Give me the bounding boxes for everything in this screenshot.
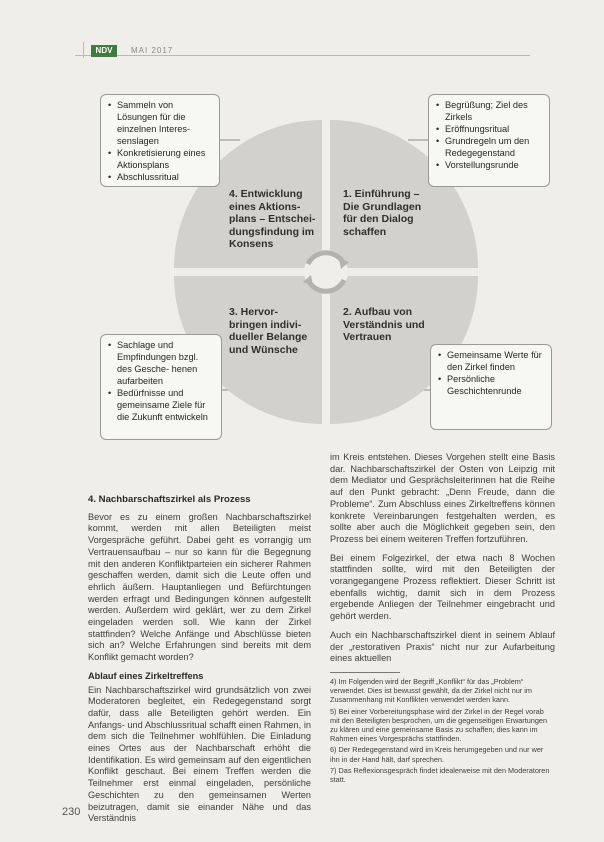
- footnote: 5) Bei einer Vorbereitungsphase wird der Zirkel in der Regel vorab mit den Beteiligten besprochen, um die gegenseitigen Erwartungen zu klären und eine gemeinsame Basis zu schaffen; dies kann im Rahmen eines Vorgesprächs stattfinden.: [330, 706, 548, 744]
- box-item: • Abschlussritual: [117, 171, 213, 183]
- box-item: • Eröffnungsritual: [445, 123, 543, 135]
- box-bottom-left: [100, 334, 222, 440]
- box-bottom-right: [430, 344, 552, 430]
- box-item: • Grundregeln um den Redegegenstand: [445, 135, 543, 159]
- process-diagram: [95, 90, 557, 445]
- box-item: • Sammeln von Lösungen für die einzelnen Interes- senslagen: [117, 99, 213, 147]
- page-number: 230: [62, 806, 81, 818]
- left-column: [88, 494, 311, 832]
- footnote: 7) Das Reflexionsgespräch findet idealerweise mit den Moderatoren statt.: [330, 765, 550, 784]
- box-item: • Vorstellungsrunde: [445, 159, 543, 171]
- box-item: • Begrüßung; Ziel des Zirkels: [445, 99, 543, 123]
- paragraph: Ein Nachbarschaftszirkel wird grundsätzlich von zwei Moderatoren begleitet, ein Redegegenstand sorgt dafür, dass alle Beteiligten gehört werden. Ein Anfangs- und Abschlussritual schafft einen Rahmen, in dem sich die Teilnehmer wohlfühlen. Die Einladung eines Ortes aus der Nachbarschaft erhöht die Identifikation. Es wird gemeinsam auf den eigentlichen Konflikt geschaut. Bei einem Treffen werden die Teilnehmer erst einmal eingeladen, persönliche Geschichten zu den gemeinsamen Werten beizutragen, damit sie einander Nähe und das Verständnis: [88, 684, 311, 824]
- header-rule: [75, 55, 530, 56]
- footnote-rule: [330, 672, 400, 673]
- box-item: • Persönliche Geschichtenrunde: [447, 373, 545, 397]
- paragraph: im Kreis entstehen. Dieses Vorgehen stellt eine Basis dar. Nachbarschaftszirkel der Osten von Leipzig mit dem Mediator und Gesprächsleiterinnen hat die Reihe auf den Punkt gebracht: „Denn Freude, dann die Probleme“. Zum Abschluss eines Zirkeltreffens können konkrete Vereinbarungen festgehalten werden, es sollte aber auch die Möglichkeit gegeben sein, den Prozess bei einem weiteren Treffen fortzuführen.: [330, 452, 555, 544]
- subheading: Ablauf eines Zirkeltreffens: [88, 670, 204, 681]
- paragraph: Bevor es zu einem großen Nachbarschaftszirkel kommt, werden mit allen Beteiligten meist Vorgespräche geführt. Dabei geht es vorrangig um Vertrauensaufbau – nur so kann für die Begegnung mit den anderen Konfliktparteien ein sicherer Rahmen geschaffen werden, damit sich die Leute offen und ehrlich äußern. Hauptanliegen und Befürchtungen werden erfragt und Bedingungen können aufgestellt werden. Außerdem wird geklärt, wer zu dem Zirkel eingeladen werden soll. Wie kann der Zirkel stattfinden? Welche Anfänge und Abschlüsse bieten sich an? Welche Erfahrungen sind bereits mit dem Konflikt gemacht worden?: [88, 511, 311, 663]
- box-item: • Gemeinsame Werte für den Zirkel finden: [447, 349, 545, 373]
- paragraph: Auch ein Nachbarschaftszirkel dient in seinem Ablauf der „restorativen Praxis“ nicht nur zur Aufarbeitung eines aktuellen: [330, 629, 555, 664]
- box-top-right: [428, 94, 550, 187]
- journal-badge: NDV: [91, 45, 117, 57]
- box-item: • Konkretisierung eines Aktionsplans: [117, 147, 213, 171]
- quadrant-3-label: 3. Hervor- bringen indivi- dueller Belange und Wünsche: [229, 306, 308, 356]
- box-item: • Bedürfnisse und gemeinsame Ziele für die Zukunft entwickeln: [117, 387, 215, 423]
- quadrant-2-label: 2. Aufbau von Verständnis und Vertrauen: [343, 306, 425, 343]
- section-heading: 4. Nachbarschaftszirkel als Prozess: [88, 494, 251, 505]
- paragraph: Bei einem Folgezirkel, der etwa nach 8 Wochen stattfinden sollte, wird mit den Beteiligten der vorangegangene Prozess reflektiert. Dieser Schritt ist ebenfalls wichtig, damit sich in dem Prozess ergebende Anliegen der Teilnehmer eingebracht und gehört werden.: [330, 552, 555, 622]
- box-top-left: [100, 94, 220, 187]
- right-column: [330, 452, 555, 786]
- issue-label: MAI 2017: [131, 46, 174, 55]
- quadrant-4-label: 4. Entwicklung eines Aktions- plans – Entschei- dungsfindung im Konsens: [229, 188, 316, 250]
- quadrant-1-label: 1. Einführung – Die Grundlagen für den Dialog schaffen: [343, 188, 422, 238]
- footnote: 4) Im Folgenden wird der Begriff „Konflikt“ für das „Problem“ verwendet. Dies ist bewusst gewählt, da der Zirkel nicht nur im Zusammenhang mit Konflikten verwendet werden kann.: [330, 676, 532, 705]
- box-item: • Sachlage und Empfindungen bzgl. des Gesche- henen aufarbeiten: [117, 339, 215, 387]
- footnote: 6) Der Redegegenstand wird im Kreis herumgegeben und nur wer ihn in der Hand hält, darf sprechen.: [330, 745, 544, 764]
